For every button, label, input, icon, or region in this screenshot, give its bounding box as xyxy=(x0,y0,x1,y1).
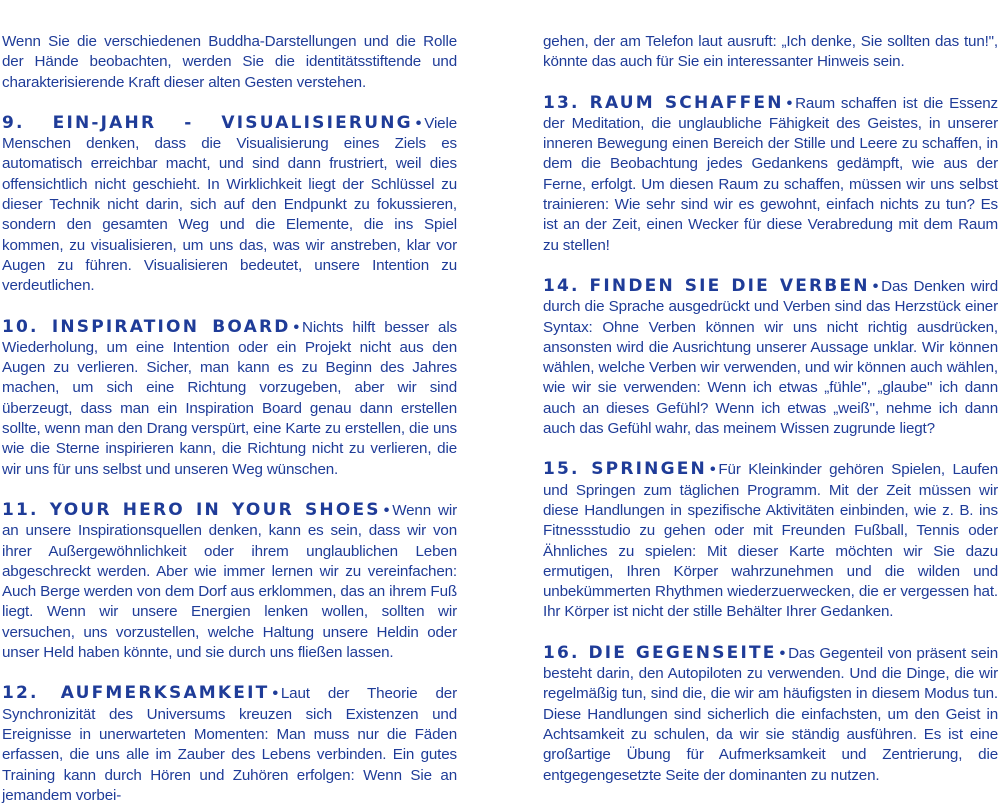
section-body: Viele Menschen denken, dass die Visualisierung eines Ziels es automatisch erreichbar macht, und sind dann frustriert, weil dies offensichtlich nicht geschieht. In Wirklichkeit liegt der Schlüssel zu dieser Technik nicht darin, sich auf den Endpunkt zu fokussieren, sondern den gesamten Weg und die Elemente, die ins Spiel kommen, zu visualisieren, um uns das, was wir anstreben, klar vor Augen zu führen. Visualisieren bedeutet, unsere Intention zu verdeutlichen. xyxy=(2,114,457,295)
section-10 xyxy=(2,317,457,480)
section-body: Nichts hilft besser als Wiederholung, um eine Intention oder ein Projekt nicht aus den Augen zu verlieren. Sicher, man kann es zu Beginn des Jahres machen, um sich eine Richtung vorzugeben, aber wir sind überzeugt, dass man ein Inspiration Board genau dann erstellen sollte, wenn man den Drang verspürt, eine Karte zu erstellen, die uns wie die Sterne inspirieren kann, die Richtung nicht zu verlieren, die wir uns für uns selbst und unseren Weg wünschen. xyxy=(2,318,457,478)
section-body: Laut der Theorie der Synchronizität des Universums kreuzen sich Existenzen und Ereignisse in unerwarteten Momenten: Man muss nur die Fäden erfassen, die uns alle im Zauber des Lebens verbinden. Ein gutes Training kann durch Hören und Zuhören erfolgen: Wenn Sie an jemandem vorbei- xyxy=(2,685,457,804)
bullet-separator: • xyxy=(786,94,793,112)
continued-paragraph xyxy=(543,32,998,73)
intro-paragraph xyxy=(2,32,457,93)
section-heading: 12. AUFMERKSAMKEIT xyxy=(2,683,270,704)
bullet-separator: • xyxy=(415,114,422,132)
right-column xyxy=(543,32,998,786)
section-heading: 10. INSPIRATION BOARD xyxy=(2,316,291,337)
section-heading: 15. SPRINGEN xyxy=(543,459,707,480)
bullet-separator: • xyxy=(383,501,390,519)
section-heading: 11. YOUR HERO IN YOUR SHOES xyxy=(2,499,381,520)
section-body: Für Kleinkinder gehören Spielen, Laufen und Springen zum täglichen Programm. Mit der Zeit müssen wir diese Handlungen in spezifische Aktivitäten einbinden, wie z. B. ins Fitnessstudio zu gehen oder mit Freunden Fußball, Tennis oder Ähnliches zu spielen: Mit dieser Karte möchten wir Sie dazu ermutigen, Ihren Körper wahrzunehmen und die wilden und unbekümmerten Rhythmen wiederzuerwecken, die er vergessen hat. Ihr Körper ist nicht der stille Behälter Ihrer Gedanken. xyxy=(543,461,998,621)
intro-text: Wenn Sie die verschiedenen Buddha-Darstellungen und die Rolle der Hände beobachten, werden Sie die identitätsstiftende und charakterisierende Kraft dieser alten Gesten verstehen. xyxy=(2,33,457,91)
section-body: Das Denken wird durch die Sprache ausgedrückt und Verben sind das Herzstück einer Syntax: Ohne Verben können wir uns nicht richtig ausdrücken, ansonsten wird die Ausrichtung unserer Aussage unklar. Wir können wählen, welche Verben wir verwenden, und wir können auch wählen, wie wir sie verwenden: Wenn ich etwas „fühle", „glaube" ich dann auch an dieses Gefühl? Wenn ich etwas „weiß", nehme ich dann auch das Gefühl wahr, das meinem Wissen zugrunde liegt? xyxy=(543,277,998,438)
section-12 xyxy=(2,683,457,806)
section-body: Raum schaffen ist die Essenz der Meditation, die unglaubliche Fähigkeit des Geistes, in unserer inneren Bewegung einen Bereich der Stille und Leere zu schaffen, in dem die Beobachtung jedes Gedankens gedämpft, wie aus der Ferne, erfolgt. Um diesen Raum zu schaffen, müssen wir uns selbst trainieren: Wie sehr sind wir es gewohnt, einfach nichts zu tun? Es ist an der Zeit, einen Wecker für diese Verabredung mit dem Raum zu stellen! xyxy=(543,94,999,254)
section-heading: 9. EIN-JAHR - VISUALISIERUNG xyxy=(2,112,413,133)
section-heading: 14. FINDEN SIE DIE VERBEN xyxy=(543,275,870,296)
section-14 xyxy=(543,276,998,439)
bullet-separator: • xyxy=(779,644,786,662)
section-15 xyxy=(543,459,998,622)
bullet-separator: • xyxy=(293,318,299,336)
left-column xyxy=(2,32,457,806)
section-heading: 13. RAUM SCHAFFEN xyxy=(543,92,784,113)
bullet-separator: • xyxy=(872,277,879,295)
bullet-separator: • xyxy=(709,461,716,479)
section-13 xyxy=(543,93,998,256)
bullet-separator: • xyxy=(272,685,278,703)
section-9 xyxy=(2,113,457,297)
section-body: Wenn wir an unsere Inspirationsquellen denken, kann es sein, dass wir von ihrer Außergewöhnlichkeit oder ihrem unglaublichen Leben abgeschreckt werden. Aber wie immer lernen wir zu vereinfachen: Auch Berge werden von dem Dorf aus erklommen, das an ihrem Fuß liegt. Wenn wir unsere Energien lenken wollen, sollten wir versuchen, uns vorzustellen, welche Haltung unsere Heldin oder unser Held haben könnte, und sie durch uns fließen lassen. xyxy=(2,501,457,662)
section-heading: 16. DIE GEGENSEITE xyxy=(543,642,777,663)
section-body: Das Gegenteil von präsent sein besteht darin, den Autopiloten zu verwenden. Und die Dinge, die wir regelmäßig tun, sind die, die wir am häufigsten in diesem Modus tun. Diese Handlungen sind sicherlich die einfachsten, um den Geist in Achtsamkeit zu schulen, da wir sie ständig ausführen. Es ist eine großartige Übung für Aufmerksamkeit und Zentrierung, die entgegengesetzte Seite der dominanten zu nutzen. xyxy=(543,644,999,784)
section-16 xyxy=(543,643,998,786)
continued-text: gehen, der am Telefon laut ausruft: „Ich denke, Sie sollten das tun!", könnte das auch für Sie ein interessanter Hinweis sein. xyxy=(543,33,998,71)
section-11 xyxy=(2,500,457,663)
